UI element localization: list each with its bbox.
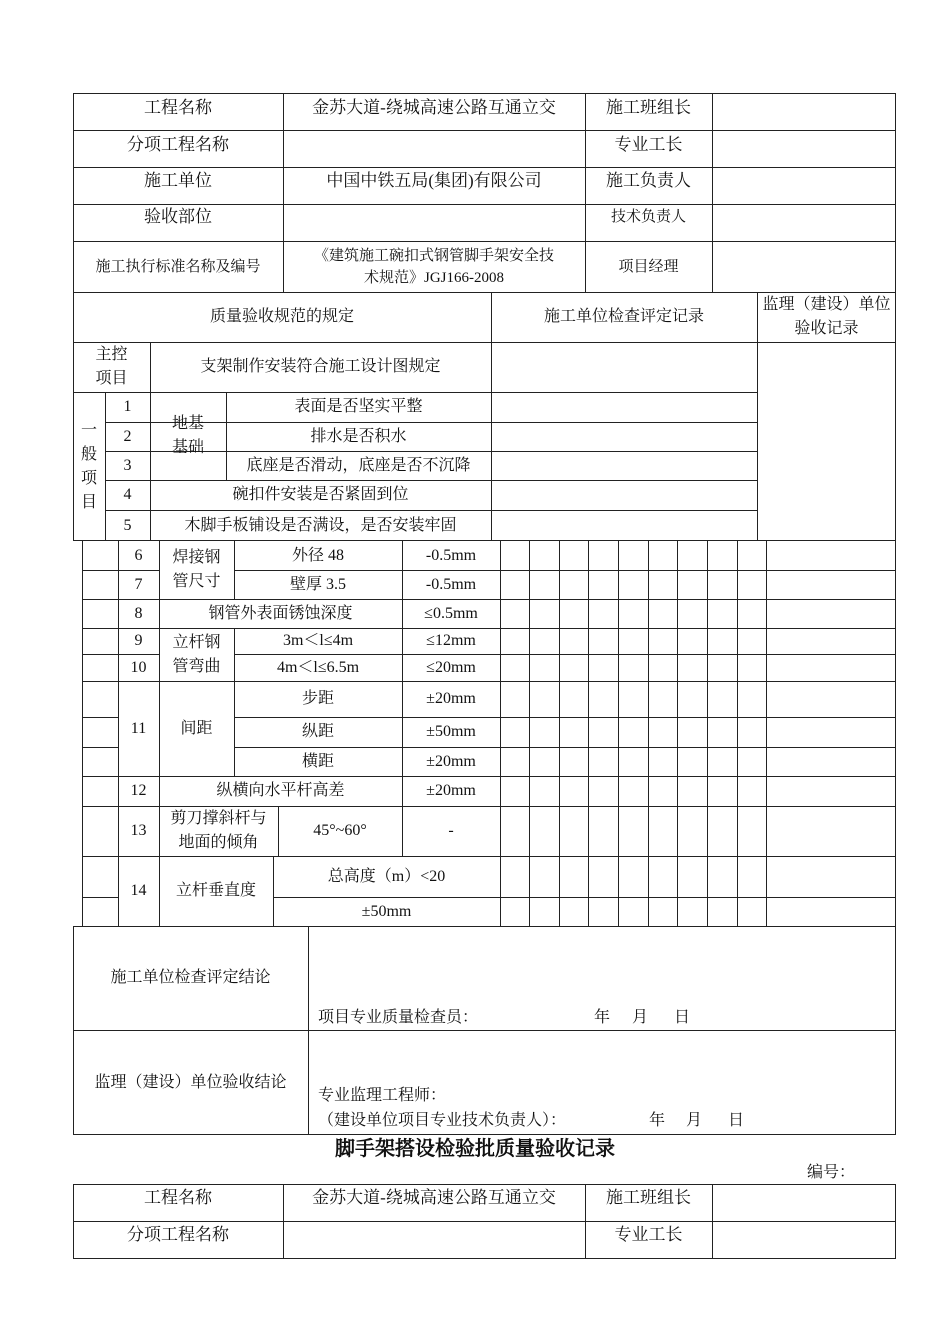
bracing-angle-group: 剪刀撑斜杆与 地面的倾角	[170, 810, 267, 851]
standard-value: 《建筑施工碗扣式钢管脚手架安全技 术规范》JGJ166-2008	[313, 247, 554, 286]
tol-item: 横距	[301, 752, 334, 770]
supervisor-conclusion-label: 监理（建设）单位验收结论	[94, 1073, 287, 1091]
tol-item: 45°~60°	[313, 822, 367, 839]
tol-value: -	[448, 822, 454, 839]
date-day: 日	[673, 1009, 690, 1026]
acceptance-part-label: 验收部位	[144, 207, 212, 227]
pm-label: 项目经理	[618, 258, 679, 275]
foreman-label: 专业工长	[614, 135, 683, 155]
item-no: 11	[130, 719, 147, 737]
tol-item: 总高度（m）<20	[327, 867, 446, 885]
item-no: 12	[130, 782, 147, 799]
pole-bend-group: 立杆钢 管弯曲	[172, 633, 221, 675]
tol-value: ±20mm	[426, 690, 476, 707]
tol-item: 壁厚 3.5	[289, 575, 346, 593]
date-year: 年	[648, 1112, 665, 1129]
item-no: 3	[123, 456, 132, 474]
item-no: 8	[134, 604, 143, 622]
contractor-record-header: 施工单位检查评定记录	[543, 308, 704, 325]
supervisor-record-header: 监理（建设）单位 验收记录	[762, 296, 891, 337]
grid-line	[82, 897, 118, 898]
quality-inspector-label: 项目专业质量检查员：	[318, 1009, 479, 1026]
team-leader-label: 施工班组长	[606, 1188, 691, 1208]
tol-value: ±50mm	[361, 902, 412, 920]
project-name-value: 金苏大道-绕城高速公路互通立交	[312, 1188, 556, 1208]
tol-value: -0.5mm	[425, 575, 477, 593]
tol-value: ≤20mm	[426, 658, 476, 676]
tol-value: ±20mm	[426, 752, 476, 770]
tol-value: ≤0.5mm	[424, 604, 478, 622]
main-control-text: 支架制作安装符合施工设计图规定	[200, 358, 441, 375]
item-text: 碗扣件安装是否紧固到位	[232, 486, 409, 503]
general-label: 一 般 项 目	[80, 421, 97, 511]
spacing-group: 间距	[180, 719, 213, 737]
item-no: 5	[123, 516, 132, 534]
supervising-engineer-label: 专业监理工程师：	[318, 1087, 447, 1104]
date-year: 年	[593, 1009, 610, 1026]
item-text: 表面是否坚实平整	[294, 398, 423, 415]
item-no: 9	[134, 632, 143, 649]
tol-value: ±20mm	[426, 782, 476, 799]
item-no: 10	[130, 658, 147, 676]
grid-line	[895, 541, 896, 926]
subitem-label: 分项工程名称	[127, 135, 229, 155]
item-text: 排水是否积水	[310, 427, 407, 445]
tol-item: 外径 48	[291, 546, 344, 564]
tol-value: -0.5mm	[425, 546, 477, 564]
project-name-label: 工程名称	[144, 1188, 212, 1208]
item-no: 4	[123, 486, 132, 503]
weld-pipe-group: 焊接钢 管尺寸	[172, 549, 221, 590]
tol-value: ±50mm	[426, 723, 476, 740]
tech-lead-label: 技术负责人	[610, 208, 686, 225]
date-month: 月	[685, 1112, 702, 1129]
pole-vertical-group: 立杆垂直度	[175, 882, 256, 899]
foundation-label: 地基 基础	[171, 415, 204, 456]
tol-item: 钢管外表面锈蚀深度	[208, 604, 353, 622]
tol-value: ≤12mm	[426, 632, 476, 649]
item-no: 1	[123, 398, 132, 415]
project-name-value: 金苏大道-绕城高速公路互通立交	[312, 98, 556, 118]
item-no: 14	[130, 882, 147, 899]
item-no: 13	[130, 822, 147, 839]
tol-item: 3m＜l≤4m	[282, 632, 354, 649]
item-no: 7	[134, 575, 143, 593]
constructor-value: 中国中铁五局(集团)有限公司	[326, 170, 542, 190]
date-day: 日	[727, 1112, 744, 1129]
grid-line	[82, 717, 118, 718]
serial-number-label: 编号：	[806, 1164, 855, 1181]
tol-item: 纵横向水平杆高差	[216, 782, 345, 799]
date-month: 月	[631, 1009, 648, 1026]
constructor-label: 施工单位	[144, 170, 212, 190]
subitem-label: 分项工程名称	[127, 1225, 229, 1245]
spec-header: 质量验收规范的规定	[209, 308, 354, 325]
grid-line	[82, 747, 118, 748]
foreman-label: 专业工长	[614, 1225, 683, 1245]
item-no: 6	[134, 546, 143, 564]
item-no: 2	[123, 427, 132, 445]
page-title: 脚手架搭设检验批质量验收记录	[335, 1136, 615, 1160]
main-control-label: 主控 项目	[95, 346, 128, 387]
tol-item: 步距	[301, 690, 334, 707]
construction-lead-label: 施工负责人	[606, 170, 691, 190]
standard-label: 施工执行标准名称及编号	[95, 258, 261, 275]
item-text: 底座是否滑动，底座是否不沉降	[246, 456, 471, 474]
owner-tech-lead-label: （建设单位项目专业技术负责人）：	[318, 1112, 567, 1129]
tol-item: 纵距	[301, 723, 334, 740]
team-leader-label: 施工班组长	[606, 98, 691, 118]
contractor-conclusion-label: 施工单位检查评定结论	[110, 969, 271, 986]
tol-item: 4m＜l≤6.5m	[276, 658, 360, 676]
item-text: 木脚手板铺设是否满设，是否安装牢固	[184, 516, 457, 534]
project-name-label: 工程名称	[144, 98, 212, 118]
